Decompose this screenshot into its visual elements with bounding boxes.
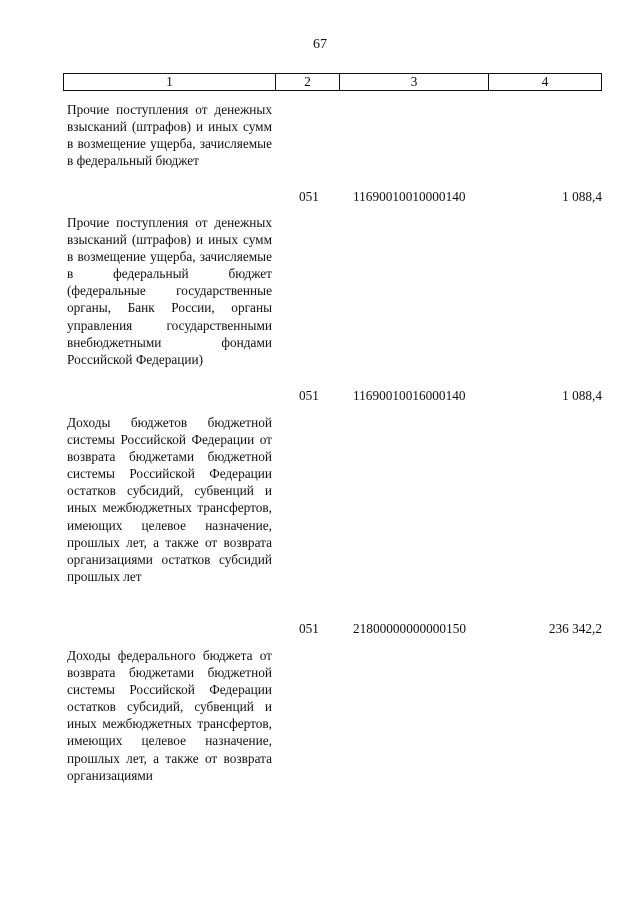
header-col-3: 3 — [340, 74, 489, 90]
row-admin-code: 051 — [299, 189, 319, 204]
header-col-2: 2 — [276, 74, 340, 90]
row-sum: 1 088,4 — [562, 189, 602, 204]
table-row — [67, 101, 606, 204]
row-description: Доходы бюджетов бюджетной системы Российской Федерации от возврата бюджетами бюджетной системы Российской Федерации остатков субсидий, субвенций и иных межбюджетных трансфертов, имеющих целевое назначение, прошлых лет, а также от возврата организациями остатков субсидий прошлых лет — [67, 415, 272, 584]
table-row — [67, 214, 606, 403]
table-row — [67, 647, 606, 784]
row-description: Прочие поступления от денежных взысканий (штрафов) и иных сумм в возмещение ущерба, зачисляемые в федеральный бюджет (федеральные государственные органы, Банк России, органы управления государственными внебюджетными фондами Российской Федерации) — [67, 215, 272, 367]
header-col-1: 1 — [64, 74, 276, 90]
row-description: Прочие поступления от денежных взысканий (штрафов) и иных сумм в возмещение ущерба, зачисляемые в федеральный бюджет — [67, 102, 272, 169]
row-sum: 1 088,4 — [562, 388, 602, 403]
row-kbk-code: 21800000000000150 — [353, 621, 467, 636]
row-admin-code: 051 — [299, 388, 319, 403]
row-description: Доходы федерального бюджета от возврата бюджетами бюджетной системы Российской Федерации остатков субсидий, субвенций и иных межбюджетных трансфертов, имеющих целевое назначение, прошлых лет, а также от возврата организациями — [67, 648, 272, 783]
table-row — [67, 414, 606, 636]
row-sum: 236 342,2 — [548, 621, 602, 636]
table-header — [63, 73, 602, 91]
page-number: 67 — [313, 37, 327, 52]
header-col-4: 4 — [541, 74, 549, 89]
row-kbk-code: 11690010016000140 — [353, 388, 466, 403]
row-admin-code: 051 — [299, 621, 319, 636]
row-kbk-code: 11690010010000140 — [353, 189, 466, 204]
